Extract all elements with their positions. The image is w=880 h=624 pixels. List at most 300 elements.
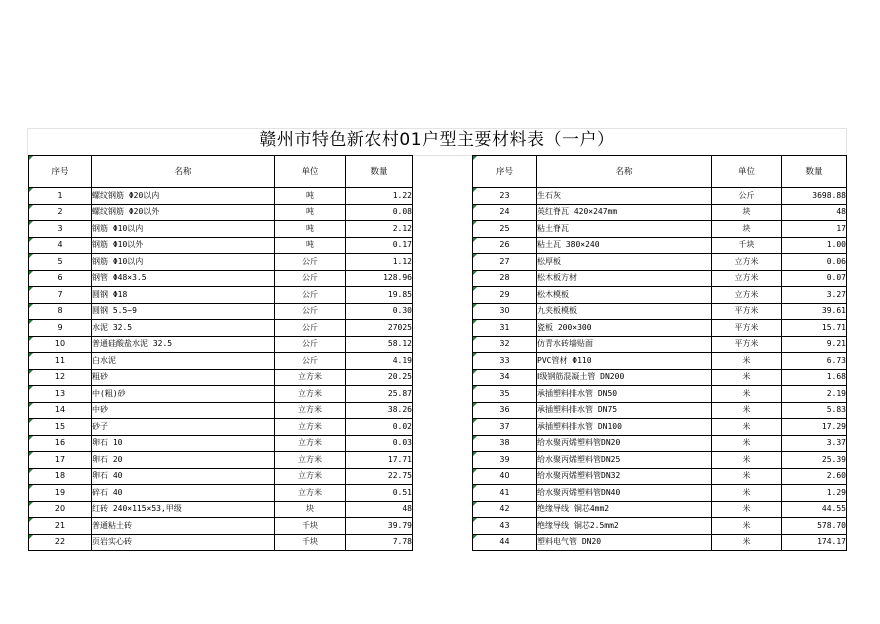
cell-qty[interactable]: [782, 501, 847, 518]
cell-name-text: 松木模板: [537, 289, 569, 299]
cell-unit[interactable]: [712, 204, 782, 221]
cell-no-text: 11: [54, 355, 66, 365]
cell-name[interactable]: [537, 518, 712, 535]
cell-qty-text: 0.30: [392, 306, 412, 316]
cell-unit[interactable]: [275, 485, 346, 502]
cell-qty-text: 3.27: [826, 289, 846, 299]
cell-unit[interactable]: [712, 501, 782, 518]
cell-name[interactable]: [537, 237, 712, 254]
cell-name-text: 普通粘土砖: [92, 520, 132, 530]
cell-comment-marker: [473, 238, 477, 242]
cell-name[interactable]: [537, 534, 712, 551]
cell-no[interactable]: [29, 287, 92, 304]
table-row: [29, 336, 413, 353]
cell-name[interactable]: [537, 501, 712, 518]
cell-comment-marker: [29, 188, 33, 192]
cell-no[interactable]: [29, 419, 92, 436]
table-row: [29, 287, 413, 304]
cell-unit[interactable]: [712, 435, 782, 452]
cell-name[interactable]: [537, 287, 712, 304]
cell-comment-marker: [29, 485, 33, 489]
header-name[interactable]: 名称: [92, 156, 275, 188]
cell-qty[interactable]: [346, 518, 413, 535]
cell-unit[interactable]: [275, 353, 346, 370]
cell-name[interactable]: [92, 534, 275, 551]
cell-unit[interactable]: [275, 501, 346, 518]
cell-qty-text: 174.17: [817, 537, 846, 547]
cell-unit-text: 平方米: [734, 322, 759, 332]
cell-comment-marker: [29, 353, 33, 357]
cell-no[interactable]: [29, 188, 92, 205]
cell-unit[interactable]: [712, 188, 782, 205]
cell-no[interactable]: [473, 287, 537, 304]
cell-name-text: 钢筋 Φ10以内: [92, 223, 144, 233]
cell-name-text: 承插塑料排水管 DN100: [537, 421, 622, 431]
cell-no-text: 36: [499, 405, 510, 415]
table-row: [29, 435, 413, 452]
table-row: [473, 501, 847, 518]
cell-unit-text: 立方米: [298, 438, 322, 448]
cell-name[interactable]: [92, 270, 275, 287]
cell-unit-text: 公斤: [302, 306, 318, 316]
cell-comment-marker: [473, 518, 477, 522]
cell-qty-text: 17.29: [821, 421, 846, 431]
cell-name[interactable]: [537, 419, 712, 436]
cell-no[interactable]: [473, 485, 537, 502]
cell-name-text: 生石灰: [537, 190, 561, 200]
cell-qty[interactable]: [782, 419, 847, 436]
cell-no[interactable]: [473, 402, 537, 419]
cell-no[interactable]: [473, 270, 537, 287]
sheet-gridline: [412, 155, 472, 156]
cell-name[interactable]: [537, 303, 712, 320]
cell-unit[interactable]: [712, 386, 782, 403]
cell-name[interactable]: [92, 518, 275, 535]
cell-name[interactable]: [92, 435, 275, 452]
cell-no-text: 7: [57, 289, 63, 299]
cell-qty[interactable]: [346, 188, 413, 205]
cell-no[interactable]: [473, 419, 537, 436]
table-row: [473, 534, 847, 551]
cell-name-text: 瓷板 200×300: [537, 322, 592, 332]
cell-comment-marker: [29, 403, 33, 407]
cell-comment-marker: [473, 337, 477, 341]
cell-no[interactable]: [473, 534, 537, 551]
cell-no[interactable]: [29, 468, 92, 485]
cell-no[interactable]: [473, 303, 537, 320]
cell-no[interactable]: [473, 336, 537, 353]
table-row: [29, 518, 413, 535]
cell-unit-text: 公斤: [302, 273, 318, 283]
cell-unit[interactable]: [275, 303, 346, 320]
cell-unit[interactable]: [712, 287, 782, 304]
cell-comment-marker: [473, 419, 477, 423]
cell-qty-text: 2.60: [826, 471, 846, 481]
cell-qty[interactable]: [346, 336, 413, 353]
cell-qty[interactable]: [782, 336, 847, 353]
cell-unit-text: 立方米: [734, 256, 759, 266]
cell-qty[interactable]: [782, 270, 847, 287]
table-row: [473, 518, 847, 535]
cell-name[interactable]: [92, 501, 275, 518]
cell-unit[interactable]: [712, 518, 782, 535]
cell-unit[interactable]: [275, 336, 346, 353]
cell-qty[interactable]: [346, 386, 413, 403]
header-unit[interactable]: 单位: [712, 156, 782, 188]
cell-no[interactable]: [29, 254, 92, 271]
cell-no[interactable]: [473, 386, 537, 403]
cell-qty[interactable]: [782, 287, 847, 304]
cell-name-text: 钢管 Φ48×3.5: [92, 273, 147, 283]
cell-unit[interactable]: [712, 270, 782, 287]
cell-name[interactable]: [92, 336, 275, 353]
cell-name[interactable]: [537, 204, 712, 221]
cell-name-text: 粘土瓦 380×240: [537, 240, 600, 250]
cell-qty[interactable]: [782, 188, 847, 205]
cell-unit-text: 块: [742, 223, 751, 233]
cell-no[interactable]: [29, 435, 92, 452]
cell-unit[interactable]: [712, 369, 782, 386]
cell-unit-text: 平方米: [734, 306, 759, 316]
cell-no[interactable]: [473, 204, 537, 221]
cell-unit[interactable]: [712, 534, 782, 551]
cell-no[interactable]: [29, 270, 92, 287]
cell-name[interactable]: [537, 402, 712, 419]
cell-unit[interactable]: [275, 369, 346, 386]
cell-comment-marker: [29, 436, 33, 440]
cell-unit[interactable]: [275, 254, 346, 271]
cell-qty[interactable]: [782, 369, 847, 386]
cell-unit-text: 千块: [302, 537, 318, 547]
cell-qty[interactable]: [346, 254, 413, 271]
cell-name[interactable]: [537, 435, 712, 452]
cell-no[interactable]: [473, 452, 537, 469]
cell-no[interactable]: [29, 452, 92, 469]
cell-qty[interactable]: [346, 303, 413, 320]
cell-name[interactable]: [537, 320, 712, 337]
cell-unit-text: 立方米: [734, 273, 759, 283]
cell-name[interactable]: [92, 369, 275, 386]
cell-comment-marker: [29, 205, 33, 209]
cell-no-text: 33: [499, 355, 510, 365]
cell-no-text: 32: [499, 339, 510, 349]
cell-qty-text: 7.78: [392, 537, 412, 547]
cell-name[interactable]: [537, 221, 712, 238]
cell-name[interactable]: [92, 419, 275, 436]
cell-no[interactable]: [29, 320, 92, 337]
cell-unit[interactable]: [712, 419, 782, 436]
cell-unit-text: 吨: [306, 240, 314, 250]
table-row: [473, 287, 847, 304]
cell-unit[interactable]: [275, 435, 346, 452]
cell-unit-text: 立方米: [298, 388, 322, 398]
cell-qty-text: 17: [836, 223, 846, 233]
cell-no-text: 5: [57, 256, 63, 266]
cell-unit[interactable]: [712, 353, 782, 370]
cell-no-text: 3: [57, 223, 63, 233]
table-row: [473, 320, 847, 337]
cell-comment-marker: [473, 287, 477, 291]
cell-name[interactable]: [92, 452, 275, 469]
cell-comment-marker: [473, 485, 477, 489]
cell-no[interactable]: [473, 221, 537, 238]
header-no[interactable]: [473, 156, 537, 188]
cell-qty[interactable]: [346, 353, 413, 370]
cell-qty[interactable]: [782, 237, 847, 254]
cell-qty[interactable]: [782, 402, 847, 419]
cell-qty[interactable]: [346, 534, 413, 551]
cell-name-text: 钢筋 Φ10以外: [92, 240, 144, 250]
header-name[interactable]: 名称: [537, 156, 712, 188]
cell-no[interactable]: [29, 534, 92, 551]
cell-unit[interactable]: [712, 320, 782, 337]
cell-comment-marker: [29, 221, 33, 225]
cell-name[interactable]: [92, 320, 275, 337]
cell-no-text: 25: [499, 223, 510, 233]
cell-comment-marker: [473, 452, 477, 456]
cell-no-text: 27: [499, 256, 510, 266]
cell-no-text: 42: [499, 504, 510, 514]
cell-name[interactable]: [92, 221, 275, 238]
cell-unit[interactable]: [275, 468, 346, 485]
cell-no[interactable]: [29, 336, 92, 353]
cell-comment-marker: [29, 287, 33, 291]
cell-name[interactable]: [537, 485, 712, 502]
cell-no[interactable]: [29, 501, 92, 518]
cell-no[interactable]: [29, 485, 92, 502]
cell-qty[interactable]: [782, 485, 847, 502]
cell-comment-marker: [29, 320, 33, 324]
cell-no-text: 40: [499, 471, 510, 481]
cell-qty[interactable]: [346, 468, 413, 485]
cell-qty-text: 4.19: [392, 355, 412, 365]
cell-unit[interactable]: [275, 221, 346, 238]
header-unit[interactable]: 单位: [275, 156, 346, 188]
cell-name-text: 圆钢 5.5~9: [92, 306, 137, 316]
cell-qty[interactable]: [346, 369, 413, 386]
cell-name-text: 承插塑料排水管 DN75: [537, 405, 618, 415]
table-row: [29, 221, 413, 238]
cell-qty[interactable]: [782, 221, 847, 238]
cell-qty-text: 5.83: [826, 405, 846, 415]
header-qty[interactable]: 数量: [346, 156, 413, 188]
cell-no[interactable]: [473, 369, 537, 386]
cell-no[interactable]: [29, 369, 92, 386]
cell-qty-text: 6.73: [826, 355, 846, 365]
table-row: [29, 468, 413, 485]
table-row: [473, 221, 847, 238]
cell-name[interactable]: [92, 204, 275, 221]
cell-name[interactable]: [537, 336, 712, 353]
cell-no[interactable]: [473, 254, 537, 271]
cell-qty[interactable]: [782, 534, 847, 551]
cell-name[interactable]: [92, 386, 275, 403]
cell-unit[interactable]: [712, 254, 782, 271]
cell-no[interactable]: [473, 468, 537, 485]
cell-no[interactable]: [473, 320, 537, 337]
table-row: [29, 320, 413, 337]
cell-qty[interactable]: [346, 204, 413, 221]
cell-qty[interactable]: [346, 270, 413, 287]
cell-name[interactable]: [92, 303, 275, 320]
cell-qty[interactable]: [782, 386, 847, 403]
cell-no-text: 21: [54, 520, 66, 530]
cell-qty[interactable]: [782, 254, 847, 271]
cell-qty[interactable]: [346, 419, 413, 436]
cell-no-text: 2: [57, 207, 63, 217]
cell-name-text: 卵石 10: [92, 438, 123, 448]
cell-comment-marker: [29, 452, 33, 456]
cell-name[interactable]: [537, 386, 712, 403]
cell-unit[interactable]: [275, 320, 346, 337]
cell-comment-marker: [29, 271, 33, 275]
cell-unit[interactable]: [275, 188, 346, 205]
cell-qty[interactable]: [782, 518, 847, 535]
cell-name-text: 红砖 240×115×53,甲级: [92, 504, 182, 514]
cell-unit[interactable]: [275, 518, 346, 535]
cell-no[interactable]: [29, 204, 92, 221]
cell-comment-marker: [473, 436, 477, 440]
cell-comment-marker: [473, 304, 477, 308]
cell-no[interactable]: [473, 501, 537, 518]
cell-qty[interactable]: [782, 204, 847, 221]
cell-unit[interactable]: [712, 468, 782, 485]
header-qty[interactable]: 数量: [782, 156, 847, 188]
cell-name[interactable]: [537, 254, 712, 271]
cell-qty[interactable]: [346, 435, 413, 452]
cell-unit[interactable]: [275, 534, 346, 551]
cell-no[interactable]: [29, 221, 92, 238]
cell-unit[interactable]: [275, 419, 346, 436]
cell-qty-text: 15.71: [821, 322, 846, 332]
cell-name[interactable]: [92, 188, 275, 205]
cell-name[interactable]: [537, 353, 712, 370]
cell-name-text: PVC管材 Φ110: [537, 355, 592, 365]
cell-unit-text: 米: [742, 537, 751, 547]
cell-qty[interactable]: [782, 303, 847, 320]
cell-qty[interactable]: [346, 485, 413, 502]
cell-unit-text: 立方米: [298, 454, 322, 464]
cell-comment-marker: [473, 370, 477, 374]
cell-qty-text: 578.70: [817, 520, 846, 530]
cell-unit[interactable]: [275, 237, 346, 254]
table-row: [29, 353, 413, 370]
header-row: [473, 156, 847, 188]
cell-no[interactable]: [473, 353, 537, 370]
cell-no[interactable]: [29, 237, 92, 254]
cell-no[interactable]: [29, 386, 92, 403]
cell-no[interactable]: [29, 518, 92, 535]
cell-qty[interactable]: [782, 320, 847, 337]
cell-qty[interactable]: [782, 468, 847, 485]
cell-no[interactable]: [473, 435, 537, 452]
table-row: [473, 270, 847, 287]
cell-name-text: 给水聚丙烯塑料管DN20: [537, 438, 621, 448]
cell-qty[interactable]: [346, 320, 413, 337]
cell-unit[interactable]: [712, 303, 782, 320]
cell-unit[interactable]: [275, 386, 346, 403]
cell-no[interactable]: [473, 188, 537, 205]
cell-no[interactable]: [473, 518, 537, 535]
cell-unit[interactable]: [712, 402, 782, 419]
cell-unit-text: 吨: [306, 223, 314, 233]
cell-comment-marker: [29, 386, 33, 390]
cell-unit-text: 千块: [738, 240, 755, 250]
cell-name[interactable]: [537, 452, 712, 469]
cell-name[interactable]: [537, 369, 712, 386]
cell-name[interactable]: [537, 188, 712, 205]
cell-name[interactable]: [537, 468, 712, 485]
cell-qty[interactable]: [782, 353, 847, 370]
cell-unit[interactable]: [275, 287, 346, 304]
cell-no[interactable]: [29, 402, 92, 419]
cell-qty[interactable]: [346, 501, 413, 518]
cell-unit[interactable]: [275, 452, 346, 469]
cell-no[interactable]: [29, 353, 92, 370]
cell-unit[interactable]: [712, 336, 782, 353]
table-row: [29, 402, 413, 419]
cell-no[interactable]: [473, 237, 537, 254]
cell-unit[interactable]: [275, 204, 346, 221]
cell-no-text: 38: [499, 438, 510, 448]
cell-qty-text: 25.39: [821, 454, 846, 464]
cell-no-text: 39: [499, 454, 510, 464]
cell-no[interactable]: [29, 303, 92, 320]
header-no[interactable]: [29, 156, 92, 188]
cell-unit-text: 立方米: [734, 289, 759, 299]
cell-qty[interactable]: [346, 287, 413, 304]
cell-no-text: 12: [54, 372, 66, 382]
cell-name[interactable]: [92, 485, 275, 502]
cell-name[interactable]: [92, 402, 275, 419]
cell-unit[interactable]: [712, 485, 782, 502]
cell-qty-text: 3698.88: [812, 190, 846, 200]
cell-qty[interactable]: [782, 452, 847, 469]
cell-qty[interactable]: [346, 221, 413, 238]
cell-comment-marker: [473, 535, 477, 539]
cell-qty[interactable]: [346, 237, 413, 254]
cell-name[interactable]: [92, 468, 275, 485]
cell-name[interactable]: [92, 237, 275, 254]
cell-name[interactable]: [92, 353, 275, 370]
cell-unit[interactable]: [275, 270, 346, 287]
cell-unit[interactable]: [275, 402, 346, 419]
cell-qty[interactable]: [346, 452, 413, 469]
cell-qty[interactable]: [346, 402, 413, 419]
cell-qty[interactable]: [782, 435, 847, 452]
cell-name[interactable]: [92, 287, 275, 304]
cell-qty-text: 58.12: [387, 339, 412, 349]
table-row: [473, 254, 847, 271]
cell-unit[interactable]: [712, 237, 782, 254]
cell-qty-text: 1.12: [392, 256, 412, 266]
cell-unit-text: 米: [742, 405, 751, 415]
cell-name-text: 螺纹钢筋 Φ20以外: [92, 207, 160, 217]
cell-unit[interactable]: [712, 452, 782, 469]
table-row: [29, 204, 413, 221]
cell-unit-text: 米: [742, 454, 751, 464]
cell-name[interactable]: [537, 270, 712, 287]
cell-no-text: 35: [499, 388, 510, 398]
cell-name[interactable]: [92, 254, 275, 271]
cell-qty-text: 27025: [387, 322, 412, 332]
cell-comment-marker: [473, 221, 477, 225]
cell-no-text: 22: [54, 537, 66, 547]
cell-name-text: 砂子: [92, 421, 108, 431]
cell-qty-text: 17.71: [387, 454, 412, 464]
cell-name-text: 绝缘导线 铜芯2.5mm2: [537, 520, 619, 530]
cell-unit[interactable]: [712, 221, 782, 238]
